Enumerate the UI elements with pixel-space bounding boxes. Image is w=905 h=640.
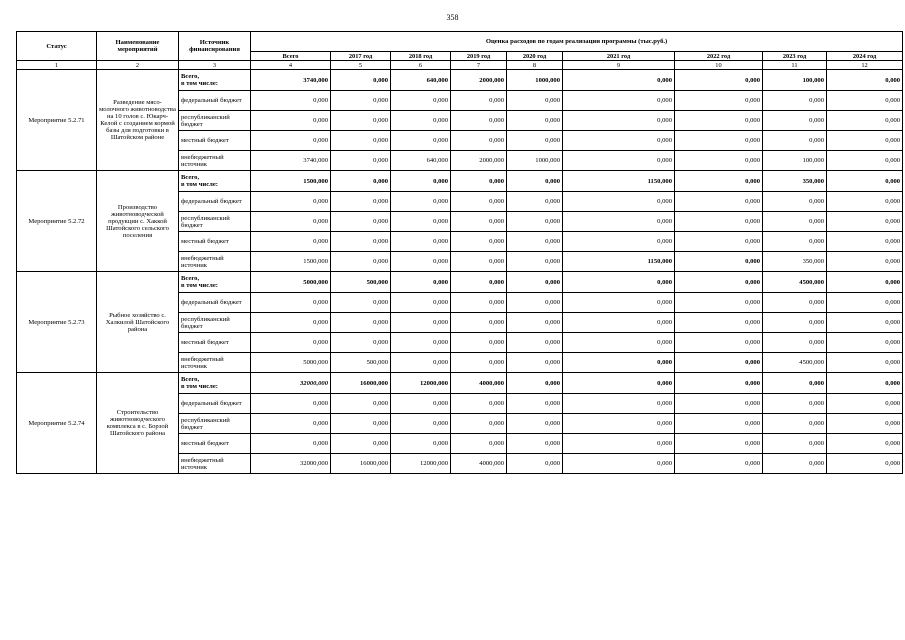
- funding-source: Всего, в том числе:: [179, 70, 251, 91]
- funding-source: внебюджетный источник: [179, 252, 251, 272]
- amount-cell: 0,000: [391, 111, 451, 131]
- amount-cell: 500,000: [331, 272, 391, 293]
- amount-cell: 0,000: [391, 252, 451, 272]
- amount-cell: 0,000: [827, 313, 903, 333]
- amount-cell: 0,000: [827, 454, 903, 474]
- amount-cell: 0,000: [763, 333, 827, 353]
- amount-cell: 0,000: [763, 91, 827, 111]
- funding-source: федеральный бюджет: [179, 394, 251, 414]
- amount-cell: 0,000: [563, 192, 675, 212]
- amount-cell: 0,000: [391, 414, 451, 434]
- amount-cell: 12000,000: [391, 454, 451, 474]
- amount-cell: 0,000: [331, 333, 391, 353]
- amount-cell: 0,000: [507, 232, 563, 252]
- amount-cell: 0,000: [391, 131, 451, 151]
- amount-cell: 0,000: [563, 414, 675, 434]
- amount-cell: 100,000: [763, 151, 827, 171]
- amount-cell: 0,000: [563, 151, 675, 171]
- funding-source: республиканский бюджет: [179, 111, 251, 131]
- event-status: Мероприятие 5.2.73: [17, 272, 97, 373]
- amount-cell: 0,000: [675, 192, 763, 212]
- amount-cell: 0,000: [675, 212, 763, 232]
- amount-cell: 0,000: [451, 272, 507, 293]
- amount-cell: 0,000: [507, 333, 563, 353]
- amount-cell: 0,000: [251, 192, 331, 212]
- amount-cell: 0,000: [763, 293, 827, 313]
- header-year: 2017 год: [331, 52, 391, 61]
- amount-cell: 0,000: [251, 91, 331, 111]
- amount-cell: 0,000: [331, 192, 391, 212]
- amount-cell: 0,000: [563, 91, 675, 111]
- amount-cell: 0,000: [675, 151, 763, 171]
- amount-cell: 1000,000: [507, 151, 563, 171]
- funding-source: местный бюджет: [179, 232, 251, 252]
- amount-cell: 0,000: [451, 131, 507, 151]
- amount-cell: 0,000: [675, 414, 763, 434]
- amount-cell: 0,000: [507, 272, 563, 293]
- amount-cell: 640,000: [391, 151, 451, 171]
- amount-cell: 0,000: [507, 394, 563, 414]
- event-name: Строительство животноводческого комплекса в с. Борзой Шатойского района: [97, 373, 179, 474]
- amount-cell: 0,000: [507, 353, 563, 373]
- column-number: 5: [331, 61, 391, 70]
- column-number: 2: [97, 61, 179, 70]
- amount-cell: 0,000: [675, 232, 763, 252]
- amount-cell: 0,000: [763, 131, 827, 151]
- amount-cell: 0,000: [827, 111, 903, 131]
- funding-source: Всего, в том числе:: [179, 171, 251, 192]
- column-number: 4: [251, 61, 331, 70]
- amount-cell: 0,000: [507, 313, 563, 333]
- page-number: 358: [446, 13, 459, 22]
- amount-cell: 4500,000: [763, 272, 827, 293]
- amount-cell: 0,000: [827, 212, 903, 232]
- column-number: 7: [451, 61, 507, 70]
- amount-cell: 0,000: [827, 394, 903, 414]
- event-name: Разведение мясо-молочного животноводства на 10 голов с. Юкарч-Келой с созданием кормой базы для подготовки в Шатойском районе: [97, 70, 179, 171]
- amount-cell: 0,000: [763, 192, 827, 212]
- amount-cell: 0,000: [451, 353, 507, 373]
- amount-cell: 16000,000: [331, 373, 391, 394]
- amount-cell: 0,000: [451, 111, 507, 131]
- amount-cell: 3740,000: [251, 151, 331, 171]
- amount-cell: 0,000: [391, 171, 451, 192]
- amount-cell: 0,000: [331, 434, 391, 454]
- funding-source: Всего, в том числе:: [179, 373, 251, 394]
- amount-cell: 0,000: [331, 252, 391, 272]
- funding-source: федеральный бюджет: [179, 192, 251, 212]
- amount-cell: 0,000: [451, 171, 507, 192]
- amount-cell: 0,000: [391, 293, 451, 313]
- event-status: Мероприятие 5.2.72: [17, 171, 97, 272]
- funding-source: внебюджетный источник: [179, 353, 251, 373]
- amount-cell: 0,000: [251, 111, 331, 131]
- amount-cell: 0,000: [563, 111, 675, 131]
- funding-source: республиканский бюджет: [179, 212, 251, 232]
- amount-cell: 0,000: [331, 293, 391, 313]
- table-body: [17, 70, 903, 474]
- table-row: [17, 171, 903, 192]
- amount-cell: 0,000: [763, 454, 827, 474]
- amount-cell: 0,000: [391, 394, 451, 414]
- header-year: 2020 год: [507, 52, 563, 61]
- amount-cell: 0,000: [675, 293, 763, 313]
- header-year: 2022 год: [675, 52, 763, 61]
- amount-cell: 0,000: [827, 131, 903, 151]
- amount-cell: 3740,000: [251, 70, 331, 91]
- header-estimate: Оценка расходов по годам реализации программы (тыс.руб.): [251, 32, 903, 52]
- amount-cell: 0,000: [391, 212, 451, 232]
- funding-source: республиканский бюджет: [179, 414, 251, 434]
- amount-cell: 0,000: [391, 232, 451, 252]
- header-year: 2019 год: [451, 52, 507, 61]
- amount-cell: 4500,000: [763, 353, 827, 373]
- amount-cell: 0,000: [507, 373, 563, 394]
- amount-cell: 0,000: [451, 232, 507, 252]
- amount-cell: 0,000: [251, 434, 331, 454]
- amount-cell: 0,000: [675, 272, 763, 293]
- amount-cell: 5000,000: [251, 353, 331, 373]
- amount-cell: 0,000: [451, 252, 507, 272]
- amount-cell: 0,000: [451, 293, 507, 313]
- amount-cell: 0,000: [451, 394, 507, 414]
- funding-source: внебюджетный источник: [179, 454, 251, 474]
- amount-cell: 0,000: [675, 91, 763, 111]
- amount-cell: 350,000: [763, 171, 827, 192]
- amount-cell: 0,000: [451, 313, 507, 333]
- amount-cell: 0,000: [675, 313, 763, 333]
- funding-source: республиканский бюджет: [179, 313, 251, 333]
- amount-cell: 0,000: [563, 373, 675, 394]
- header-year: 2024 год: [827, 52, 903, 61]
- amount-cell: 0,000: [675, 111, 763, 131]
- amount-cell: 0,000: [827, 373, 903, 394]
- amount-cell: 0,000: [451, 91, 507, 111]
- amount-cell: 0,000: [331, 414, 391, 434]
- amount-cell: 0,000: [563, 434, 675, 454]
- amount-cell: 0,000: [675, 171, 763, 192]
- amount-cell: 12000,000: [391, 373, 451, 394]
- amount-cell: 0,000: [391, 333, 451, 353]
- amount-cell: 0,000: [827, 252, 903, 272]
- amount-cell: 0,000: [251, 293, 331, 313]
- amount-cell: 0,000: [251, 394, 331, 414]
- header-year: 2023 год: [763, 52, 827, 61]
- amount-cell: 0,000: [507, 293, 563, 313]
- amount-cell: 0,000: [827, 171, 903, 192]
- amount-cell: 0,000: [675, 434, 763, 454]
- amount-cell: 0,000: [251, 232, 331, 252]
- column-number: 9: [563, 61, 675, 70]
- amount-cell: 0,000: [331, 394, 391, 414]
- budget-table: [16, 31, 903, 474]
- amount-cell: 0,000: [391, 91, 451, 111]
- amount-cell: 500,000: [331, 353, 391, 373]
- amount-cell: 0,000: [391, 272, 451, 293]
- event-name: Производство животноводческой продукции с. Хаккой Шатойского сельского поселения: [97, 171, 179, 272]
- header-year: 2021 год: [563, 52, 675, 61]
- amount-cell: 0,000: [827, 70, 903, 91]
- event-status: Мероприятие 5.2.74: [17, 373, 97, 474]
- amount-cell: 0,000: [451, 414, 507, 434]
- amount-cell: 0,000: [251, 333, 331, 353]
- amount-cell: 0,000: [331, 70, 391, 91]
- header-year: 2018 год: [391, 52, 451, 61]
- funding-source: Всего, в том числе:: [179, 272, 251, 293]
- amount-cell: 0,000: [763, 394, 827, 414]
- amount-cell: 0,000: [507, 111, 563, 131]
- table-row: [17, 70, 903, 91]
- funding-source: федеральный бюджет: [179, 91, 251, 111]
- amount-cell: 0,000: [507, 131, 563, 151]
- amount-cell: 32000,000: [251, 373, 331, 394]
- amount-cell: 0,000: [331, 111, 391, 131]
- amount-cell: 0,000: [331, 212, 391, 232]
- amount-cell: 0,000: [827, 232, 903, 252]
- amount-cell: 0,000: [675, 252, 763, 272]
- amount-cell: 0,000: [331, 171, 391, 192]
- amount-cell: 0,000: [763, 373, 827, 394]
- column-number: 11: [763, 61, 827, 70]
- amount-cell: 0,000: [451, 434, 507, 454]
- funding-source: местный бюджет: [179, 333, 251, 353]
- amount-cell: 16000,000: [331, 454, 391, 474]
- amount-cell: 0,000: [563, 454, 675, 474]
- column-number: 3: [179, 61, 251, 70]
- amount-cell: 0,000: [675, 394, 763, 414]
- table-row: [17, 373, 903, 394]
- amount-cell: 0,000: [675, 353, 763, 373]
- amount-cell: 0,000: [563, 293, 675, 313]
- amount-cell: 0,000: [675, 70, 763, 91]
- amount-cell: 0,000: [675, 373, 763, 394]
- amount-cell: 4000,000: [451, 454, 507, 474]
- amount-cell: 0,000: [451, 212, 507, 232]
- amount-cell: 2000,000: [451, 151, 507, 171]
- amount-cell: 0,000: [331, 91, 391, 111]
- amount-cell: 0,000: [507, 171, 563, 192]
- amount-cell: 0,000: [763, 232, 827, 252]
- funding-source: федеральный бюджет: [179, 293, 251, 313]
- column-number: 8: [507, 61, 563, 70]
- column-number: 6: [391, 61, 451, 70]
- amount-cell: 32000,000: [251, 454, 331, 474]
- amount-cell: 0,000: [827, 192, 903, 212]
- event-name: Рыбное хозяйство с. Халкилой Шатойского района: [97, 272, 179, 373]
- amount-cell: 0,000: [563, 353, 675, 373]
- amount-cell: 640,000: [391, 70, 451, 91]
- amount-cell: 0,000: [507, 414, 563, 434]
- amount-cell: 0,000: [451, 192, 507, 212]
- amount-cell: 1150,000: [563, 252, 675, 272]
- amount-cell: 0,000: [563, 212, 675, 232]
- amount-cell: 0,000: [563, 70, 675, 91]
- amount-cell: 0,000: [827, 434, 903, 454]
- amount-cell: 0,000: [763, 111, 827, 131]
- amount-cell: 0,000: [507, 212, 563, 232]
- amount-cell: 0,000: [331, 313, 391, 333]
- funding-source: внебюджетный источник: [179, 151, 251, 171]
- funding-source: местный бюджет: [179, 131, 251, 151]
- amount-cell: 0,000: [827, 293, 903, 313]
- amount-cell: 1500,000: [251, 252, 331, 272]
- amount-cell: 0,000: [507, 192, 563, 212]
- header-status: Статус: [17, 32, 97, 61]
- amount-cell: 0,000: [391, 192, 451, 212]
- amount-cell: 0,000: [507, 454, 563, 474]
- amount-cell: 0,000: [827, 414, 903, 434]
- amount-cell: 0,000: [675, 333, 763, 353]
- amount-cell: 0,000: [331, 131, 391, 151]
- amount-cell: 0,000: [251, 212, 331, 232]
- funding-source: местный бюджет: [179, 434, 251, 454]
- amount-cell: 0,000: [763, 212, 827, 232]
- column-number: 1: [17, 61, 97, 70]
- amount-cell: 1500,000: [251, 171, 331, 192]
- amount-cell: 2000,000: [451, 70, 507, 91]
- amount-cell: 0,000: [827, 91, 903, 111]
- amount-cell: 0,000: [675, 454, 763, 474]
- amount-cell: 1150,000: [563, 171, 675, 192]
- amount-cell: 0,000: [563, 313, 675, 333]
- amount-cell: 0,000: [827, 333, 903, 353]
- amount-cell: 5000,000: [251, 272, 331, 293]
- amount-cell: 0,000: [827, 272, 903, 293]
- amount-cell: 0,000: [251, 313, 331, 333]
- header-total: Всего: [251, 52, 331, 61]
- amount-cell: 100,000: [763, 70, 827, 91]
- amount-cell: 0,000: [763, 434, 827, 454]
- table-row: [17, 272, 903, 293]
- amount-cell: 0,000: [251, 131, 331, 151]
- amount-cell: 0,000: [391, 313, 451, 333]
- amount-cell: 0,000: [563, 232, 675, 252]
- amount-cell: 0,000: [675, 131, 763, 151]
- amount-cell: 0,000: [507, 434, 563, 454]
- column-number: 10: [675, 61, 763, 70]
- amount-cell: 0,000: [763, 313, 827, 333]
- amount-cell: 0,000: [563, 394, 675, 414]
- amount-cell: 0,000: [827, 151, 903, 171]
- amount-cell: 0,000: [507, 91, 563, 111]
- amount-cell: 1000,000: [507, 70, 563, 91]
- amount-cell: 0,000: [763, 414, 827, 434]
- amount-cell: 350,000: [763, 252, 827, 272]
- amount-cell: 0,000: [827, 353, 903, 373]
- amount-cell: 0,000: [391, 434, 451, 454]
- amount-cell: 0,000: [331, 151, 391, 171]
- amount-cell: 0,000: [331, 232, 391, 252]
- amount-cell: 0,000: [563, 131, 675, 151]
- amount-cell: 4000,000: [451, 373, 507, 394]
- amount-cell: 0,000: [451, 333, 507, 353]
- header-event: Наименование мероприятий: [97, 32, 179, 61]
- column-number-row: [17, 61, 903, 70]
- amount-cell: 0,000: [563, 272, 675, 293]
- amount-cell: 0,000: [507, 252, 563, 272]
- column-number: 12: [827, 61, 903, 70]
- amount-cell: 0,000: [563, 333, 675, 353]
- amount-cell: 0,000: [251, 414, 331, 434]
- event-status: Мероприятие 5.2.71: [17, 70, 97, 171]
- header-source: Источник финансирования: [179, 32, 251, 61]
- amount-cell: 0,000: [391, 353, 451, 373]
